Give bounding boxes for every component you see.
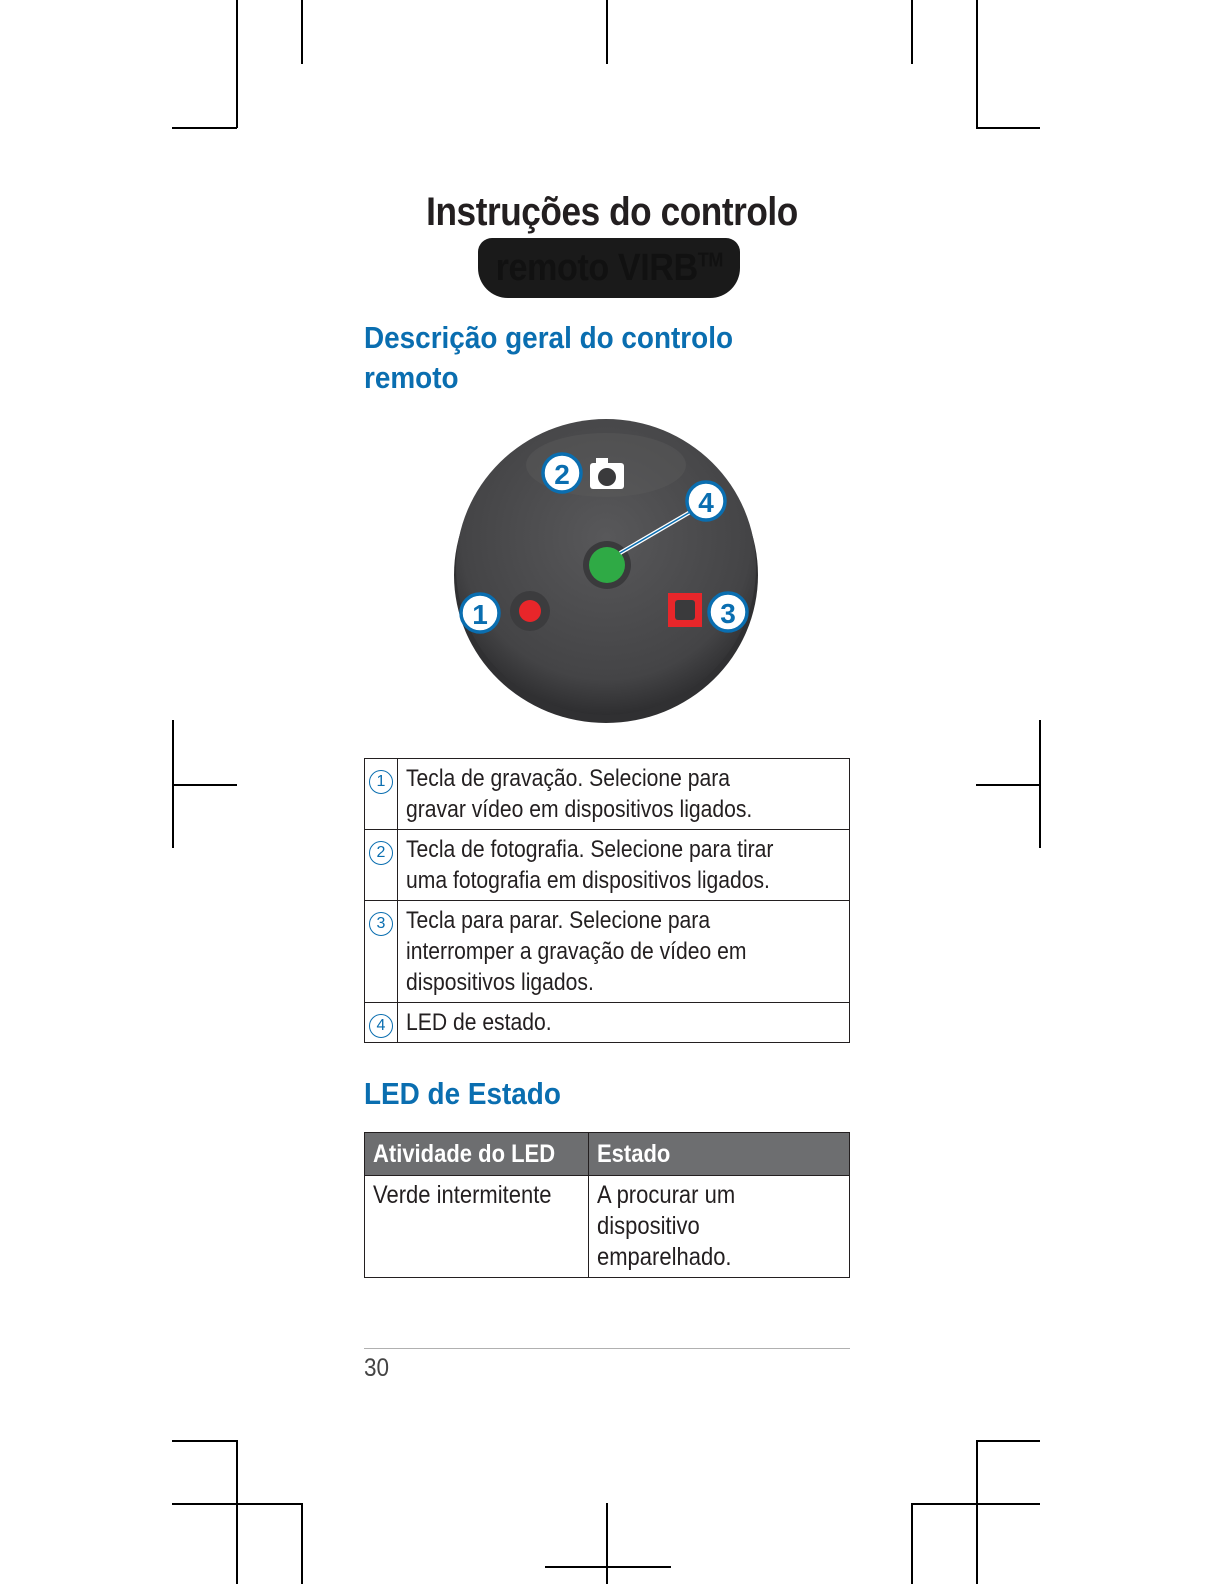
legend-line: uma fotografia em dispositivos ligados. bbox=[406, 867, 770, 894]
led-status-cell: A procurar um dispositivo emparelhado. bbox=[588, 1176, 849, 1278]
callout-4 bbox=[687, 482, 725, 520]
stop-button bbox=[668, 593, 702, 627]
callout-1-label: 1 bbox=[472, 599, 488, 630]
crop-mark bbox=[545, 1566, 671, 1568]
crop-mark bbox=[976, 0, 978, 128]
legend-line: LED de estado. bbox=[406, 1009, 552, 1036]
table-header-row bbox=[365, 1133, 850, 1176]
callout-4-label: 4 bbox=[698, 487, 714, 518]
legend-line: Tecla para parar. Selecione para bbox=[406, 907, 711, 934]
led-activity-cell: Verde intermitente bbox=[365, 1176, 589, 1278]
crop-mark bbox=[172, 1503, 302, 1505]
legend-line: Tecla de gravação. Selecione para bbox=[406, 765, 731, 792]
page-number: 30 bbox=[364, 1354, 390, 1382]
overview-heading-line2: remoto bbox=[364, 360, 459, 395]
overview-heading-line1: Descrição geral do controlo bbox=[364, 320, 733, 355]
overview-heading bbox=[364, 318, 733, 398]
legend-description bbox=[398, 830, 850, 901]
crop-mark bbox=[976, 1440, 978, 1584]
page-subtitle: remoto VIRB™ bbox=[495, 246, 723, 289]
legend-description bbox=[398, 901, 850, 1003]
crop-mark bbox=[172, 784, 237, 786]
table-row bbox=[365, 1176, 850, 1278]
record-button bbox=[510, 591, 550, 631]
column-header-status: Estado bbox=[588, 1133, 849, 1176]
table-row bbox=[365, 1003, 850, 1043]
callout-2 bbox=[543, 454, 581, 492]
page-subtitle-banner bbox=[478, 238, 740, 298]
legend-line: interromper a gravação de vídeo em bbox=[406, 938, 747, 965]
footer-rule bbox=[364, 1348, 850, 1349]
legend-number: 3 bbox=[369, 912, 393, 936]
crop-mark bbox=[172, 127, 237, 129]
crop-mark bbox=[976, 127, 1040, 129]
led-status-table bbox=[364, 1132, 850, 1278]
crop-mark bbox=[236, 0, 238, 128]
legend-number: 2 bbox=[369, 841, 393, 865]
page-title: Instruções do controlo bbox=[426, 190, 798, 234]
crop-mark bbox=[911, 1503, 913, 1584]
crop-mark bbox=[606, 1503, 608, 1584]
table-row bbox=[365, 759, 850, 830]
legend-line: dispositivos ligados. bbox=[406, 969, 594, 996]
led-status-heading: LED de Estado bbox=[364, 1076, 561, 1111]
legend-line: Tecla de fotografia. Selecione para tirar bbox=[406, 836, 774, 863]
crop-mark bbox=[976, 784, 1040, 786]
crop-mark bbox=[301, 0, 303, 64]
table-row bbox=[365, 830, 850, 901]
callout-3-label: 3 bbox=[720, 598, 736, 629]
callout-1 bbox=[461, 594, 499, 632]
legend-line: gravar vídeo em dispositivos ligados. bbox=[406, 796, 753, 823]
table-row bbox=[365, 901, 850, 1003]
legend-description bbox=[398, 1003, 850, 1043]
crop-mark bbox=[301, 1503, 303, 1584]
callout-2-label: 2 bbox=[554, 459, 570, 490]
crop-mark bbox=[236, 1440, 238, 1584]
crop-mark bbox=[172, 1440, 237, 1442]
remote-diagram bbox=[440, 405, 780, 725]
legend-description bbox=[398, 759, 850, 830]
crop-mark bbox=[976, 1440, 1040, 1442]
legend-number: 1 bbox=[369, 770, 393, 794]
column-header-activity: Atividade do LED bbox=[365, 1133, 589, 1176]
legend-number: 4 bbox=[369, 1014, 393, 1038]
callout-3 bbox=[709, 593, 747, 631]
crop-mark bbox=[606, 0, 608, 64]
callout-legend-table bbox=[364, 758, 850, 1043]
trademark-mark: TM bbox=[697, 248, 723, 271]
status-led bbox=[583, 541, 631, 589]
crop-mark bbox=[911, 0, 913, 64]
